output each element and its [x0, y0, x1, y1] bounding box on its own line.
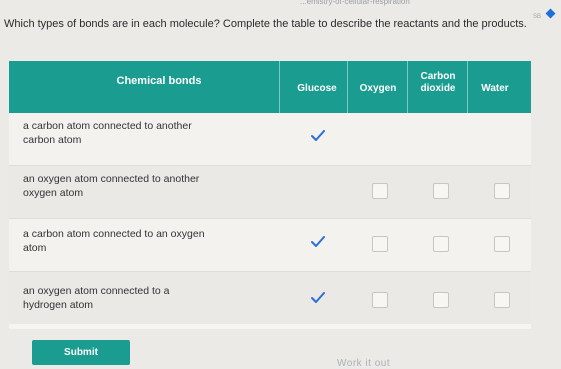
table-header	[9, 61, 531, 113]
checkbox-water[interactable]	[494, 236, 510, 252]
diamond-icon	[546, 9, 556, 19]
header-glucose: Glucose	[297, 83, 337, 94]
checkmark-icon[interactable]	[311, 130, 325, 142]
smartscore-badge: SB	[533, 14, 542, 20]
checkbox-oxygen[interactable]	[372, 183, 388, 199]
table-row	[9, 113, 531, 166]
row-label-line2: oxygen atom	[23, 187, 84, 199]
header-oxygen: Oxygen	[359, 83, 397, 94]
header-chemical-bonds: Chemical bonds	[116, 75, 202, 87]
submit-button[interactable]: Submit	[32, 340, 130, 365]
row-label-line2: hydrogen atom	[23, 299, 94, 311]
row-label-line1: an oxygen atom connected to another	[23, 173, 200, 185]
header-divider	[467, 61, 468, 113]
row-label	[23, 227, 273, 255]
bonds-table	[9, 61, 531, 329]
row-label-line1: a carbon atom connected to an oxygen	[23, 228, 205, 240]
breadcrumb: ...emistry-of-cellular-respiration	[300, 0, 410, 6]
checkbox-oxygen[interactable]	[372, 236, 388, 252]
row-label-line2: atom	[23, 242, 47, 254]
header-water: Water	[481, 83, 509, 94]
checkmark-icon[interactable]	[311, 292, 325, 304]
table-row	[9, 166, 531, 219]
checkbox-carbon-dioxide[interactable]	[433, 183, 449, 199]
checkbox-carbon-dioxide[interactable]	[433, 236, 449, 252]
header-carbon-dioxide-line1: Carbon	[420, 71, 456, 82]
row-label-line1: a carbon atom connected to another	[23, 120, 192, 132]
checkbox-carbon-dioxide[interactable]	[433, 292, 449, 308]
row-label-line2: carbon atom	[23, 134, 82, 146]
work-it-out-link[interactable]: Work it out	[337, 358, 391, 369]
question-text: Which types of bonds are in each molecule? Complete the table to describe the reactants and the products.	[4, 18, 527, 30]
row-label	[23, 172, 273, 200]
header-divider	[407, 61, 408, 113]
row-label-line1: an oxygen atom connected to a	[23, 285, 170, 297]
checkbox-water[interactable]	[494, 292, 510, 308]
row-label	[23, 119, 273, 147]
checkmark-icon[interactable]	[311, 236, 325, 248]
table-row	[9, 272, 531, 324]
top-bar	[0, 0, 561, 10]
checkbox-water[interactable]	[494, 183, 510, 199]
checkbox-oxygen[interactable]	[372, 292, 388, 308]
header-divider	[347, 61, 348, 113]
header-carbon-dioxide-line2: dioxide	[420, 83, 456, 94]
header-carbon-dioxide	[413, 71, 463, 95]
header-divider	[279, 61, 280, 113]
table-row	[9, 219, 531, 272]
row-label	[23, 284, 273, 312]
